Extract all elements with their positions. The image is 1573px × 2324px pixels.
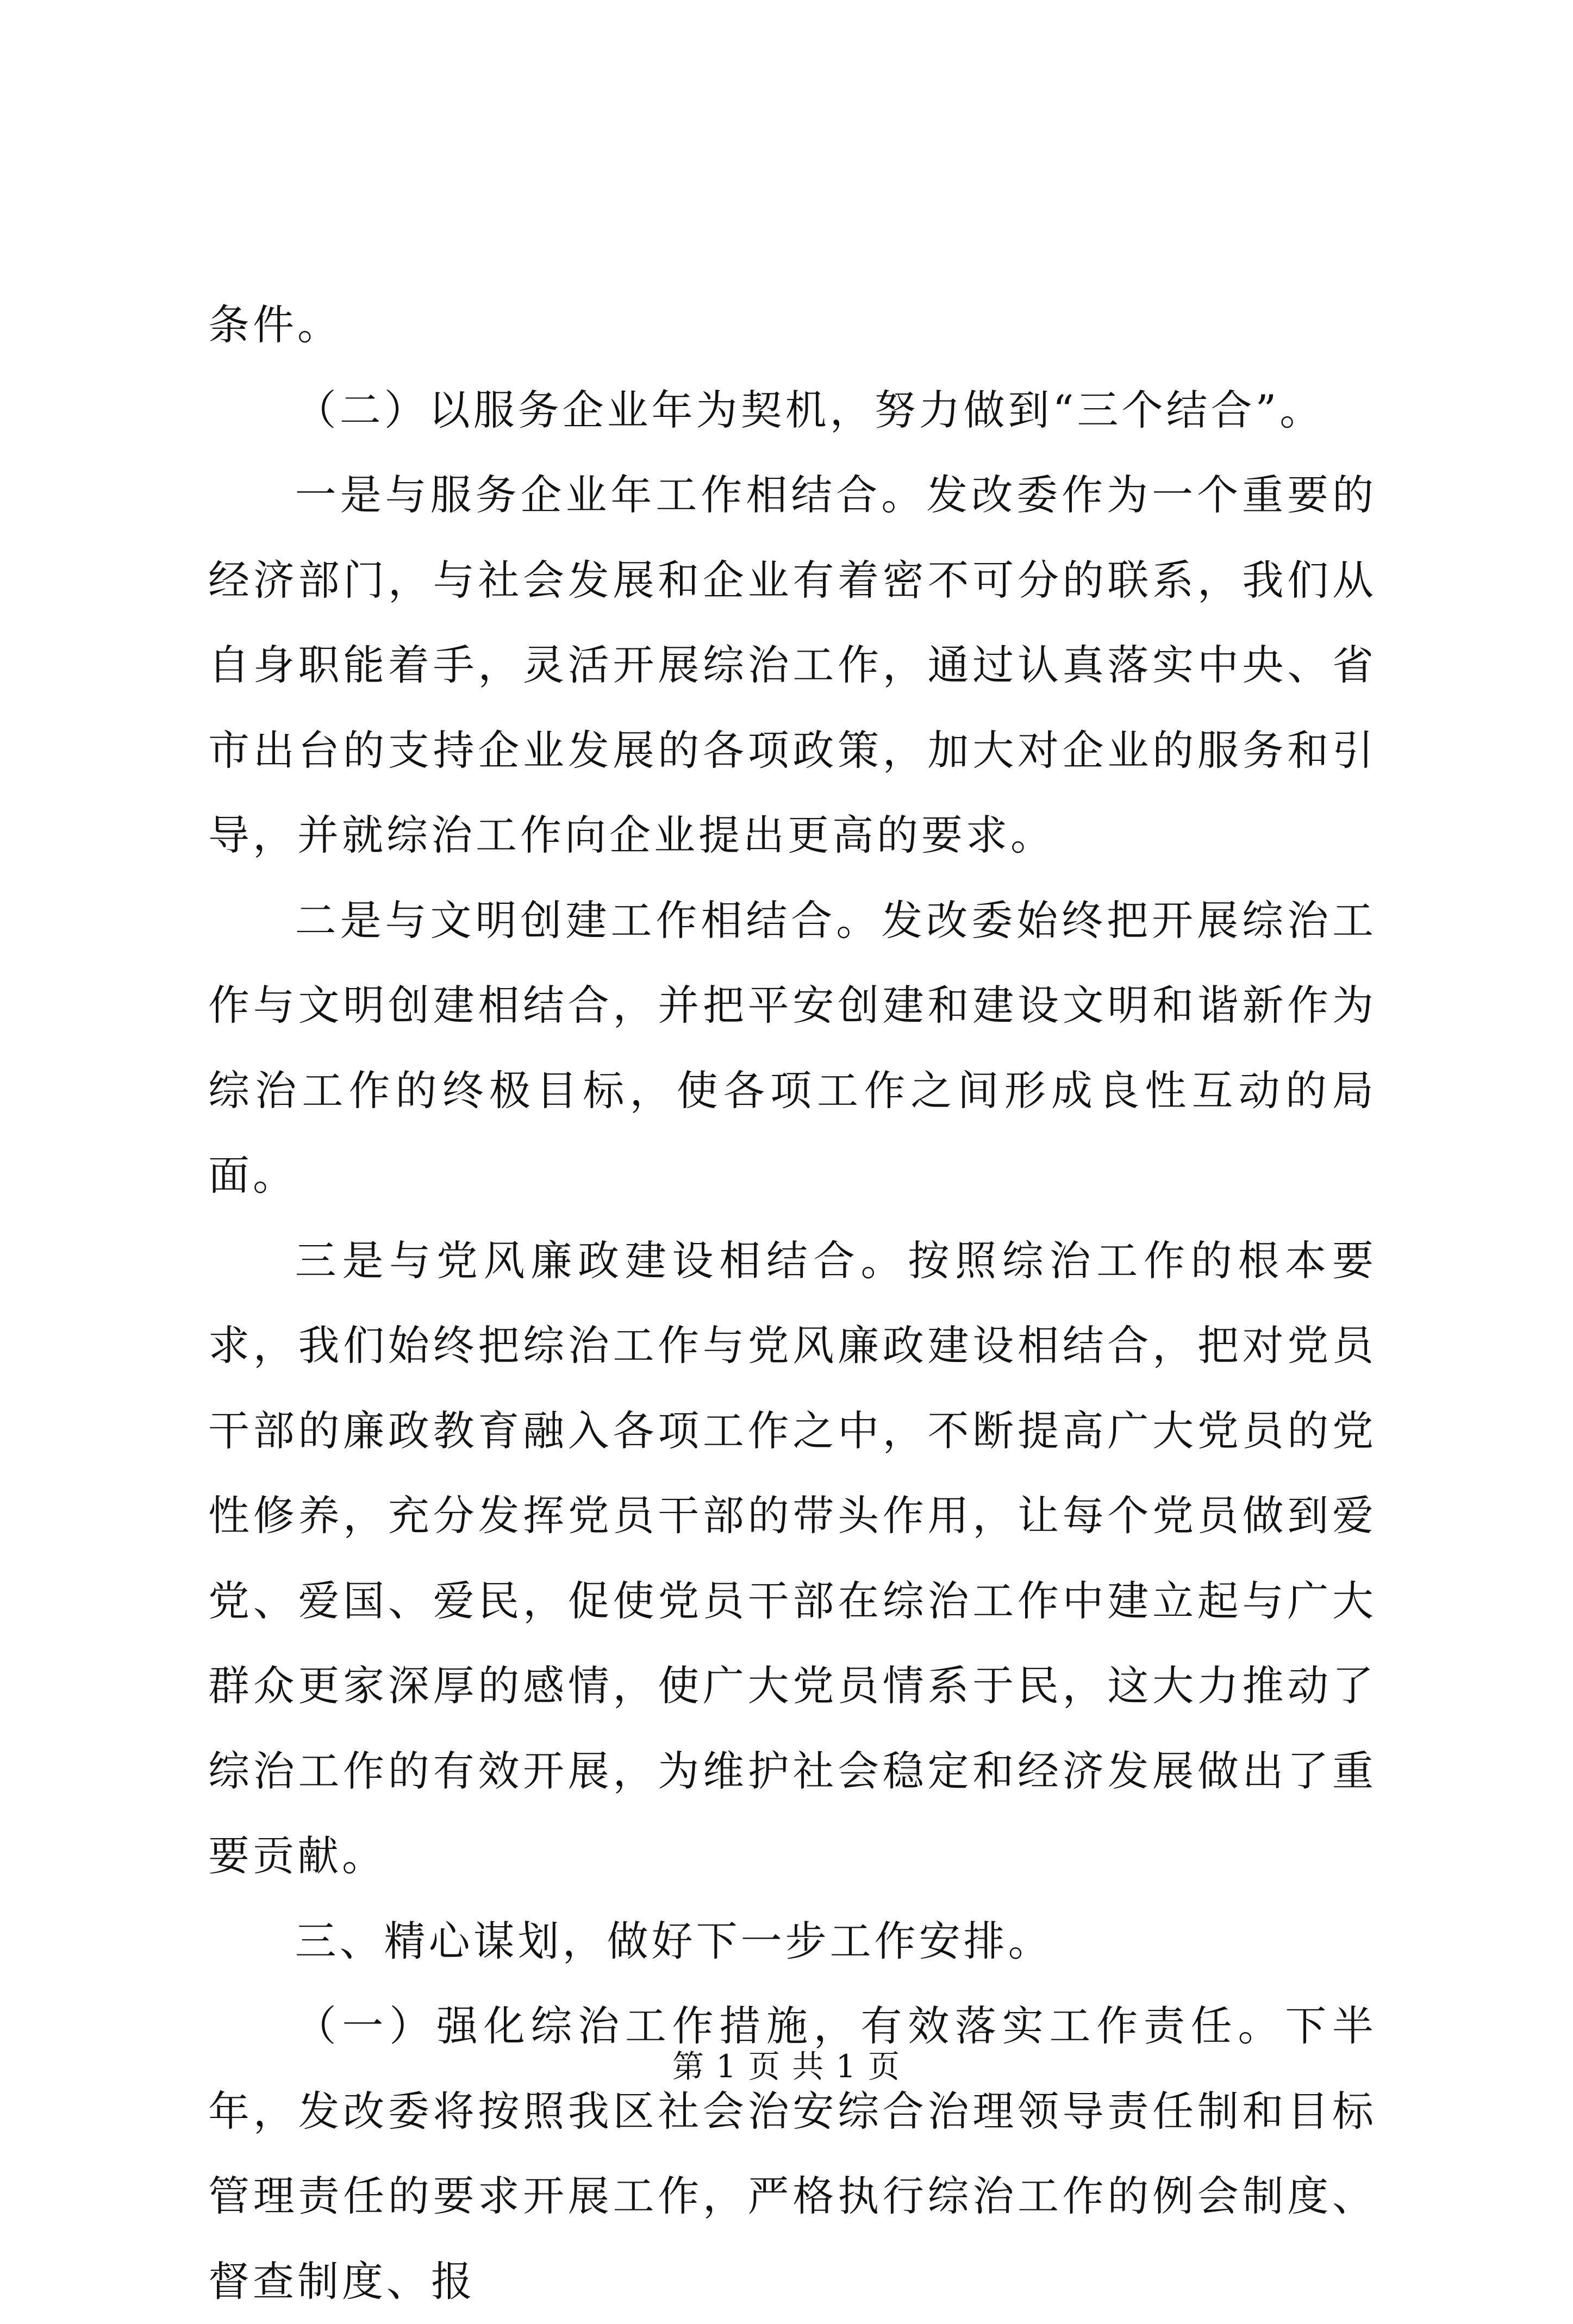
paragraph-combination-3: 三是与党风廉政建设相结合。按照综治工作的根本要求，我们始终把综治工作与党风廉政建设相结合，把对党员干部的廉政教育融入各项工作之中，不断提高广大党员的党性修养，充分发挥党员干部的带头作用，让每个党员做到爱党、爱国、爱民，促使党员干部在综治工作中建立起与广大群众更家深厚的感情，使广大党员情系于民，这大力推动了综治工作的有效开展，为维护社会稳定和经济发展做出了重要贡献。 [208, 1236, 1377, 1880]
paragraph-section-2-heading: （二）以服务企业年为契机，努力做到“三个结合”。 [295, 385, 1325, 434]
paragraph-section-3-heading: 三、精心谋划，做好下一步工作安排。 [295, 1916, 1053, 1965]
paragraph-combination-2: 二是与文明创建工作相结合。发改委始终把开展综治工作与文明创建相结合，并把平安创建和建设文明和谐新作为综治工作的终极目标，使各项工作之间形成良性互动的局面。 [208, 896, 1377, 1200]
page-footer: 第 1 页 共 1 页 [672, 2048, 901, 2085]
document-body [208, 283, 1377, 2324]
paragraph-continuation: 条件。 [208, 301, 342, 349]
paragraph-combination-1: 一是与服务企业年工作相结合。发改委作为一个重要的经济部门，与社会发展和企业有着密不可分的联系，我们从自身职能着手，灵活开展综治工作，通过认真落实中央、省市出台的支持企业发展的各项政策，加大对企业的服务和引导，并就综治工作向企业提出更高的要求。 [208, 471, 1377, 859]
paragraph-measures: （一）强化综治工作措施，有效落实工作责任。下半年，发改委将按照我区社会治安综合治理领导责任制和目标管理责任的要求开展工作，严格执行综治工作的例会制度、督查制度、报 [208, 2002, 1377, 2306]
